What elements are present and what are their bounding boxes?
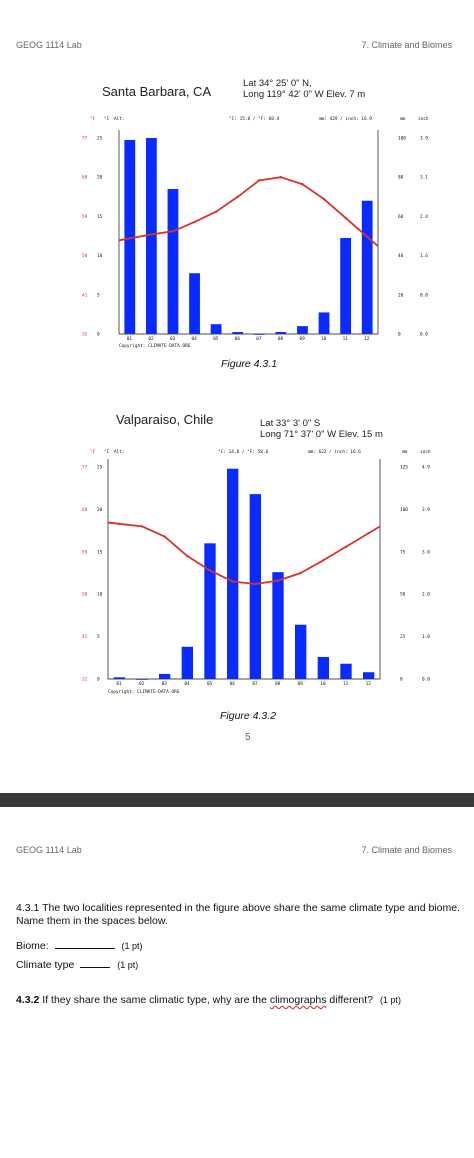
question-4-3-2-number: 4.3.2 — [16, 994, 40, 1006]
month-label-02: 02 — [148, 337, 154, 342]
temperature-line — [108, 523, 380, 584]
page-header-right-2: 7. Climate and Biomes — [361, 845, 452, 855]
temperature-point-02 — [150, 233, 152, 235]
tick-c: 0 — [97, 677, 100, 683]
question-4-3-2-text-b: different? — [329, 994, 374, 1006]
precip-bar-07 — [254, 334, 265, 335]
month-label-06: 06 — [234, 337, 241, 342]
temperature-point-05 — [215, 210, 217, 212]
tick-inch: 0.8 — [420, 293, 428, 299]
tick-inch: 3.1 — [420, 175, 428, 181]
tick-f: 68 — [82, 175, 88, 181]
climate-type-answer-blank[interactable] — [80, 967, 110, 968]
coordinates-1 — [243, 78, 365, 100]
page-header-left: GEOG 1114 Lab — [16, 40, 82, 50]
tick-f: 68 — [82, 507, 88, 513]
alt-label: Alt: — [114, 450, 125, 455]
precip-bar-11 — [340, 238, 351, 334]
biome-answer-blank[interactable] — [55, 948, 115, 949]
month-label-11: 11 — [343, 682, 349, 687]
temperature-point-06 — [231, 580, 233, 582]
temperature-point-07 — [258, 179, 260, 181]
tick-f: 41 — [82, 293, 88, 299]
precip-stats: mm: 622 / inch: 16.6 — [308, 450, 361, 455]
unit-c-label: °C — [104, 450, 110, 455]
tick-inch: 0.0 — [422, 677, 430, 683]
tick-c: 20 — [97, 175, 103, 181]
temperature-point-09 — [301, 183, 303, 185]
temperature-point-05 — [209, 569, 211, 571]
page-number: 5 — [245, 732, 251, 743]
unit-inch-label: inch — [420, 450, 431, 455]
temperature-point-08 — [280, 176, 282, 178]
month-label-09: 09 — [299, 337, 305, 342]
unit-mm-label: mm — [400, 117, 406, 122]
precip-bar-10 — [318, 657, 329, 679]
precip-bar-07 — [250, 494, 261, 679]
month-label-08: 08 — [275, 682, 281, 687]
precip-bar-04 — [182, 647, 193, 679]
tick-c: 0 — [97, 332, 100, 338]
temperature-point-04 — [193, 221, 195, 223]
climate-type-answer-row — [16, 959, 138, 971]
temperature-point-12 — [366, 236, 368, 238]
tick-f: 50 — [82, 592, 88, 598]
temperature-line — [119, 177, 378, 246]
biome-answer-row — [16, 940, 143, 952]
month-label-03: 03 — [161, 682, 167, 687]
month-label-07: 07 — [256, 337, 262, 342]
precip-bar-03 — [159, 674, 170, 679]
month-label-07: 07 — [252, 682, 258, 687]
coordinates-2-line1: Lat 33° 3' 0" S — [260, 418, 321, 429]
tick-mm: 40 — [398, 254, 404, 260]
month-label-10: 10 — [320, 682, 326, 687]
tick-f: 77 — [82, 465, 88, 471]
tick-inch: 3.9 — [420, 136, 428, 142]
precip-bar-06 — [227, 469, 238, 679]
question-4-3-1: 4.3.1 The two localities represented in the figure above share the same climate type and biome. Name them in the spaces below. — [16, 902, 460, 927]
precip-bar-05 — [211, 324, 222, 334]
temperature-point-11 — [344, 217, 346, 219]
tick-inch: 3.0 — [422, 550, 430, 556]
biome-label: Biome: — [16, 940, 49, 952]
month-label-08: 08 — [277, 337, 284, 342]
temperature-point-06 — [237, 196, 239, 198]
temperature-point-01 — [118, 523, 120, 525]
unit-mm-label: mm — [402, 450, 408, 455]
coordinates-2 — [260, 418, 383, 440]
tick-inch: 2.0 — [422, 592, 430, 598]
page-header-left-2: GEOG 1114 Lab — [16, 845, 82, 855]
temperature-point-04 — [186, 555, 188, 557]
tick-mm: 0 — [400, 677, 403, 683]
temp-stats: °C: 15.8 / °F: 60.4 — [229, 117, 280, 122]
temperature-point-10 — [323, 198, 325, 200]
climate-type-points: (1 pt) — [117, 960, 139, 970]
precip-bar-04 — [189, 273, 200, 334]
precip-bar-02 — [136, 679, 147, 680]
tick-mm: 125 — [400, 465, 408, 471]
tick-mm: 100 — [400, 507, 408, 513]
month-label-05: 05 — [213, 337, 219, 342]
question-4-3-2-text-a: If they share the same climatic type, why are the — [42, 994, 267, 1006]
tick-inch: 1.0 — [422, 635, 430, 641]
tick-mm: 20 — [398, 293, 404, 299]
unit-f-label: °F — [90, 450, 96, 455]
tick-c: 25 — [97, 465, 103, 471]
precip-bar-03 — [168, 189, 179, 334]
copyright-label: Copyright: CLIMATE-DATA.ORG — [119, 344, 191, 349]
month-label-02: 02 — [139, 682, 145, 687]
city-title-2: Valparaiso, Chile — [116, 412, 214, 427]
coordinates-1-line1: Lat 34° 25' 0" N, — [243, 78, 312, 89]
month-label-09: 09 — [297, 682, 303, 687]
page-2 — [0, 807, 474, 1158]
page-divider — [0, 793, 474, 807]
temperature-point-02 — [141, 525, 143, 527]
temp-stats: °C: 14.8 / °F: 58.6 — [218, 450, 269, 455]
alt-label: Alt: — [114, 117, 125, 122]
tick-mm: 25 — [400, 635, 406, 641]
unit-f-label: °F — [90, 117, 96, 122]
question-4-3-2-flagged-word: climographs — [269, 994, 327, 1006]
climograph-santa-barbara — [0, 112, 474, 362]
temperature-point-12 — [367, 532, 369, 534]
biome-points: (1 pt) — [121, 941, 143, 951]
precip-bar-05 — [204, 543, 215, 679]
temperature-point-11 — [345, 546, 347, 548]
tick-f: 50 — [82, 254, 88, 260]
tick-inch: 1.6 — [420, 254, 428, 260]
temperature-point-07 — [254, 583, 256, 585]
tick-f: 59 — [82, 214, 88, 220]
tick-f: 32 — [82, 677, 88, 683]
question-4-3-2 — [16, 994, 466, 1006]
temperature-point-03 — [163, 535, 165, 537]
precip-bar-08 — [272, 572, 283, 679]
precip-stats: mm: 429 / inch: 16.9 — [319, 117, 372, 122]
precip-bar-08 — [275, 332, 286, 334]
figure-caption-2: Figure 4.3.2 — [220, 710, 277, 722]
climate-type-label: Climate type — [16, 959, 75, 971]
month-label-11: 11 — [342, 337, 348, 342]
tick-mm: 100 — [398, 136, 406, 142]
copyright-label: Copyright: CLIMATE-DATA.ORG — [108, 690, 180, 695]
tick-mm: 75 — [400, 550, 406, 556]
precip-bar-12 — [362, 201, 373, 334]
temperature-point-01 — [129, 237, 131, 239]
month-label-06: 06 — [229, 682, 235, 687]
month-label-10: 10 — [321, 337, 327, 342]
month-label-04: 04 — [184, 682, 190, 687]
tick-f: 59 — [82, 550, 88, 556]
precip-bar-11 — [340, 664, 351, 679]
month-label-05: 05 — [207, 682, 213, 687]
tick-mm: 50 — [400, 592, 406, 598]
tick-inch: 0.0 — [420, 332, 428, 338]
city-title-1: Santa Barbara, CA — [102, 84, 212, 99]
question-4-3-2-points: (1 pt) — [379, 995, 401, 1005]
tick-c: 15 — [97, 550, 103, 556]
tick-inch: 3.9 — [422, 507, 430, 513]
month-label-12: 12 — [364, 337, 370, 342]
precip-bar-09 — [297, 326, 308, 334]
tick-c: 10 — [97, 254, 103, 260]
tick-inch: 2.4 — [420, 214, 428, 220]
unit-inch-label: inch — [418, 117, 429, 122]
month-label-04: 04 — [191, 337, 197, 342]
precip-bar-06 — [232, 332, 243, 334]
temperature-point-09 — [299, 572, 301, 574]
tick-c: 10 — [97, 592, 103, 598]
tick-mm: 60 — [398, 214, 404, 220]
precip-bar-12 — [363, 672, 374, 679]
month-label-12: 12 — [365, 682, 371, 687]
tick-f: 41 — [82, 635, 88, 641]
temperature-point-10 — [322, 559, 324, 561]
month-label-01: 01 — [116, 682, 122, 687]
precip-bar-09 — [295, 625, 306, 679]
figure-caption-1: Figure 4.3.1 — [221, 358, 278, 370]
coordinates-2-line2: Long 71° 37' 0" W Elev. 15 m — [260, 429, 383, 440]
tick-f: 77 — [82, 136, 88, 142]
page-header-right: 7. Climate and Biomes — [361, 40, 452, 50]
precip-bar-01 — [114, 677, 125, 679]
tick-c: 5 — [97, 635, 100, 641]
tick-mm: 80 — [398, 175, 404, 181]
temperature-point-03 — [172, 230, 174, 232]
temperature-point-08 — [277, 579, 279, 581]
tick-f: 32 — [82, 332, 88, 338]
tick-mm: 0 — [398, 332, 401, 338]
unit-c-label: °C — [104, 117, 110, 122]
tick-c: 20 — [97, 507, 103, 513]
month-label-01: 01 — [126, 337, 133, 342]
coordinates-1-line2: Long 119° 42' 0" W Elev. 7 m — [243, 89, 366, 100]
tick-c: 5 — [97, 293, 100, 299]
climograph-valparaiso — [0, 445, 474, 705]
tick-c: 15 — [97, 214, 103, 220]
tick-inch: 4.9 — [422, 465, 430, 471]
month-label-03: 03 — [169, 337, 176, 342]
tick-c: 25 — [97, 136, 103, 142]
precip-bar-10 — [319, 312, 330, 334]
